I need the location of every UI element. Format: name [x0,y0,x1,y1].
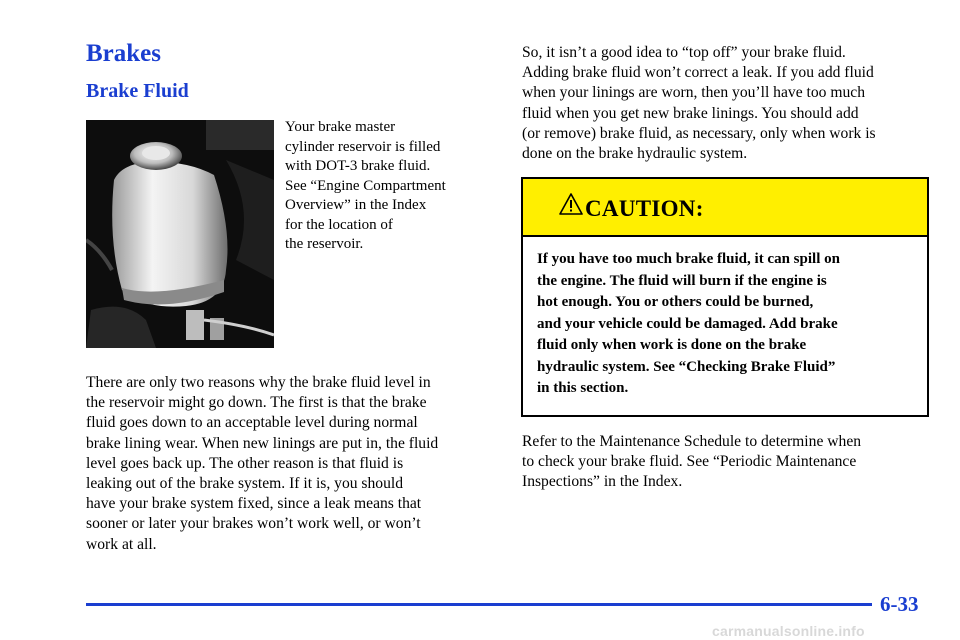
page-number: 6-33 [880,592,919,616]
caption-line: the reservoir. [285,236,364,252]
photo-caption [285,118,490,255]
caution-line: hydraulic system. See “Checking Brake Fluid” [537,358,836,375]
paragraph-line: fluid goes down to an acceptable level during normal [86,414,418,432]
caution-line: and your vehicle could be damaged. Add brake [537,315,838,332]
caution-line: If you have too much brake fluid, it can spill on [537,251,840,267]
paragraph-line: Inspections” in the Index. [522,473,683,491]
maintenance-paragraph [522,432,932,493]
paragraph-line: So, it isn’t a good idea to “top off” your brake fluid. [522,44,846,61]
paragraph-line: Adding brake fluid won’t correct a leak. If you add fluid [522,64,874,82]
paragraph-line: There are only two reasons why the brake fluid level in [86,374,431,391]
paragraph-line: brake lining wear. When new linings are put in, the fluid [86,434,439,452]
paragraph-line: level goes back up. The other reason is that fluid is [86,454,404,472]
caution-title: CAUTION: [585,196,704,221]
footer-rule [86,603,872,606]
caution-header [523,179,927,237]
paragraph-line: have your brake system fixed, since a leak means that [86,495,422,513]
caution-line: hot enough. You or others could be burned, [537,294,814,310]
paragraph-line: (or remove) brake fluid, as necessary, only when work is [522,124,876,142]
caption-line: Overview” in the Index [285,197,427,213]
caption-line: Your brake master [285,119,396,135]
paragraph-line: leaking out of the brake system. If it is, you should [86,475,404,493]
paragraph-line: done on the brake hydraulic system. [522,145,748,163]
top-off-paragraph [522,43,932,164]
paragraph-line: Refer to the Maintenance Schedule to determine when [522,433,862,450]
caption-line: with DOT-3 brake fluid. [285,158,431,174]
paragraph-line: work at all. [86,535,157,553]
caption-line: See “Engine Compartment [285,177,446,194]
brake-reservoir-illustration [86,120,274,348]
caution-line: in this section. [537,380,629,396]
caption-line: for the location of [285,216,393,233]
paragraph-line: the reservoir might go down. The first is that the brake [86,394,427,412]
paragraph-line: sooner or later your brakes won’t work well, or won’t [86,515,421,533]
subsection-title: Brake Fluid [86,80,189,102]
brake-reservoir-photo [86,120,274,348]
section-title: Brakes [86,40,161,67]
caution-text [537,249,922,400]
caution-box [521,177,929,417]
paragraph-line: to check your brake fluid. See “Periodic Maintenance [522,453,857,471]
warning-triangle-icon [559,193,583,215]
caption-line: cylinder reservoir is filled [285,138,441,155]
caution-line: fluid only when work is done on the brake [537,337,807,353]
fluid-level-paragraph [86,373,496,555]
caution-line: the engine. The fluid will burn if the engine is [537,272,827,289]
watermark: carmanualsonline.info [712,623,865,639]
paragraph-line: when your linings are worn, then you’ll have too much [522,84,865,102]
paragraph-line: fluid when you get new brake linings. You should add [522,104,859,122]
